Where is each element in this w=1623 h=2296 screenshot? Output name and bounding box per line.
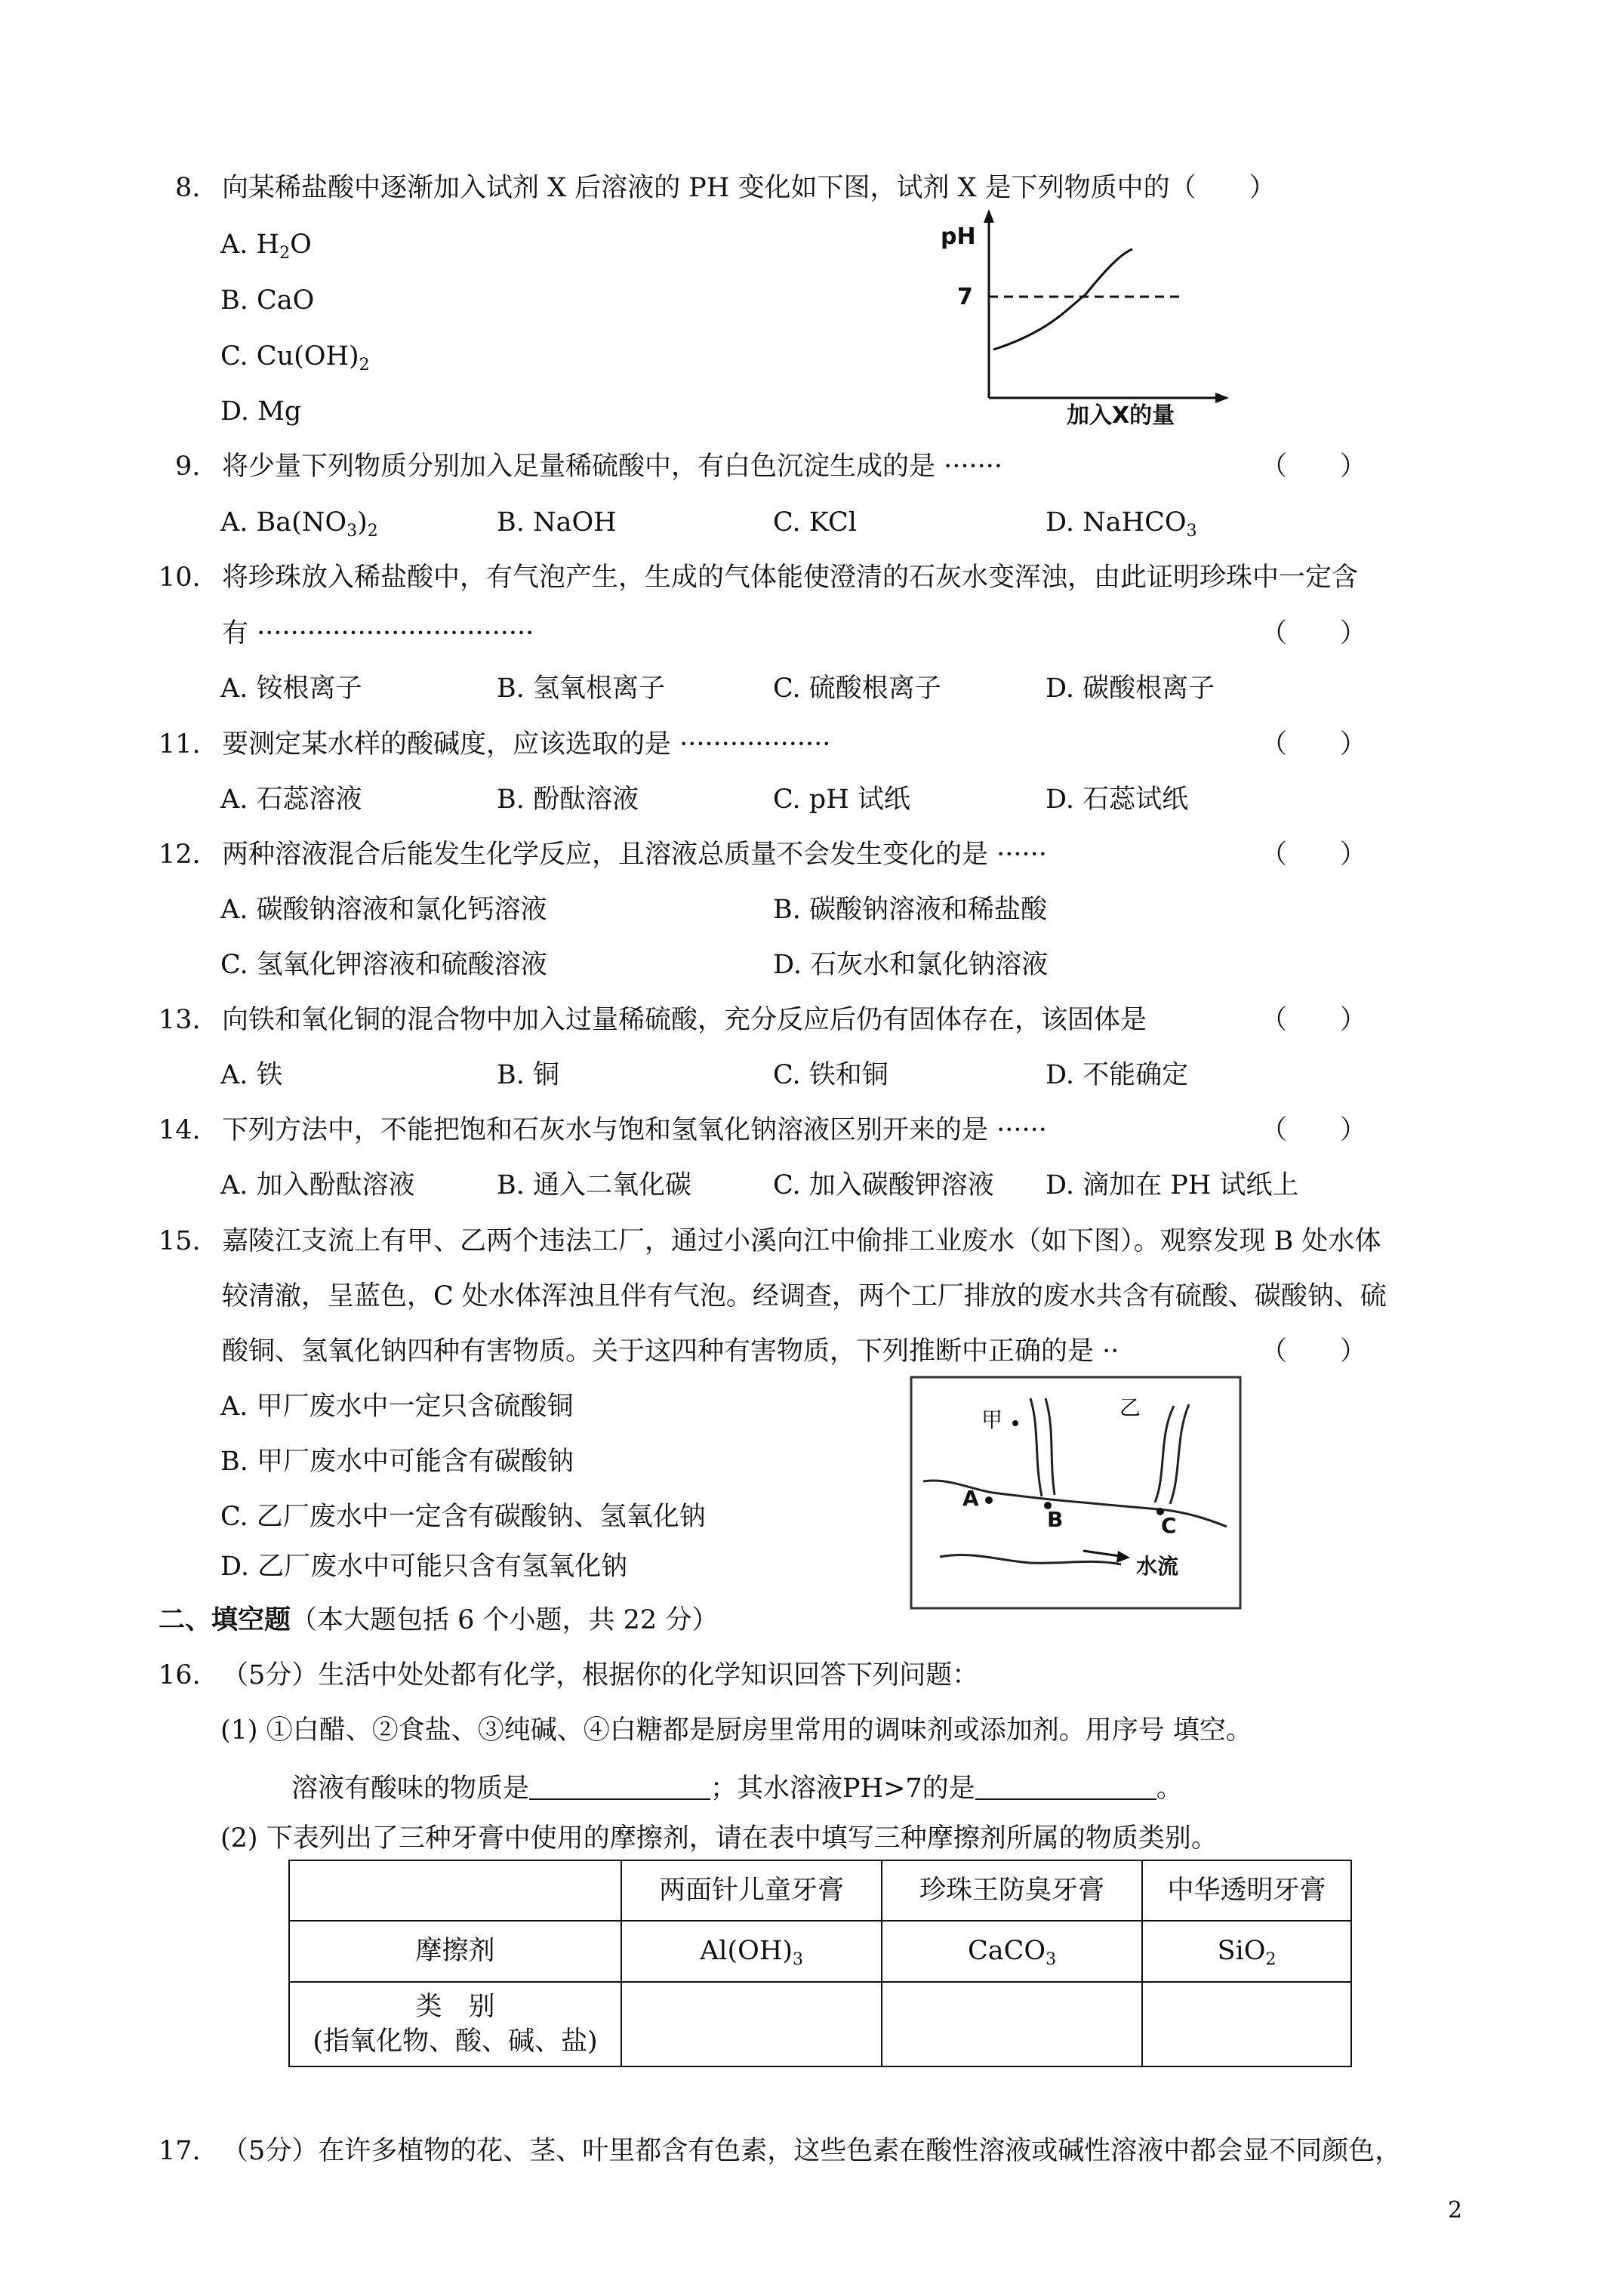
question-number: 10. xyxy=(159,562,201,593)
question-text: 向某稀盐酸中逐渐加入试剂 X 后溶液的 PH 变化如下图，试剂 X 是下列物质中的（ ） xyxy=(222,173,1276,203)
header-cell: 中华透明牙膏 xyxy=(1142,1860,1351,1921)
answer-bracket: （ ） xyxy=(1261,451,1367,482)
section-heading: 二、填空题（本大题包括 6 个小题，共 22 分） xyxy=(159,1604,719,1635)
option-c: C. 氢氧化钾溶液和硫酸溶液 xyxy=(220,950,547,980)
page-number: 2 xyxy=(1448,2197,1463,2224)
sub-question-1: (1) ①白醋、②食盐、③纯碱、④白糖都是厨房里常用的调味剂或添加剂。用序号 填空。 xyxy=(220,1715,1252,1746)
question-number: 17. xyxy=(159,2136,201,2166)
table-row xyxy=(289,1982,1351,2066)
factory-yi-label: 乙 xyxy=(1119,1395,1141,1420)
option-a: A. 碳酸钠溶液和氯化钙溶液 xyxy=(220,895,547,925)
ph-graph xyxy=(935,208,1236,427)
row-label: 类 别 (指氧化物、酸、碱、盐) xyxy=(289,1982,621,2066)
option-c: C. 铁和铜 xyxy=(773,1060,888,1090)
option-c: C. 硫酸根离子 xyxy=(773,673,941,704)
option-d: D. 滴加在 PH 试纸上 xyxy=(1046,1170,1299,1200)
answer-bracket: （ ） xyxy=(1261,1005,1367,1035)
question-text-continued: 有 ································· xyxy=(222,618,534,649)
option-b: B. 甲厂废水中可能含有碳酸钠 xyxy=(220,1447,574,1477)
answer-blank-1[interactable] xyxy=(529,1773,710,1800)
header-cell xyxy=(289,1860,621,1921)
question-text-line3: 酸铜、氢氧化钠四种有害物质。关于这四种有害物质，下列推断中正确的是 ·· xyxy=(222,1336,1119,1367)
answer-bracket: （ ） xyxy=(1261,1336,1367,1367)
option-b: B. NaOH xyxy=(497,507,617,538)
answer-bracket: （ ） xyxy=(1261,618,1367,649)
map-frame xyxy=(911,1377,1240,1608)
question-number: 8. xyxy=(175,173,201,203)
answer-cell[interactable] xyxy=(621,1982,882,2066)
table-cell: SiO$_2$ xyxy=(1142,1921,1351,1982)
option-c: C. pH 试纸 xyxy=(773,784,910,815)
option-d: D. 不能确定 xyxy=(1046,1060,1189,1090)
option-c: C. 乙厂废水中一定含有碳酸钠、氢氧化钠 xyxy=(220,1502,706,1532)
option-a: A. 甲厂废水中一定只含硫酸铜 xyxy=(220,1391,574,1422)
factory-jia-label: 甲 xyxy=(981,1407,1003,1432)
option-d: D. Mg xyxy=(220,396,302,427)
option-b: B. 铜 xyxy=(497,1060,559,1090)
question-text: 下列方法中，不能把饱和石灰水与饱和氢氧化钠溶液区别开来的是 ······ xyxy=(222,1115,1047,1145)
answer-blank-2[interactable] xyxy=(975,1773,1156,1800)
answer-cell[interactable] xyxy=(882,1982,1142,2066)
option-b: B. 碳酸钠溶液和稀盐酸 xyxy=(773,895,1047,925)
question-number: 9. xyxy=(175,451,201,482)
factory-jia-dot xyxy=(1012,1420,1018,1426)
table-header-row xyxy=(289,1860,1351,1921)
question-text: （5分）在许多植物的花、茎、叶里都含有色素，这些色素在酸性溶液或碱性溶液中都会显不同颜色， xyxy=(222,2136,1402,2166)
option-c: C. KCl xyxy=(773,507,857,538)
option-a: A. 铁 xyxy=(220,1060,283,1090)
header-cell: 两面针儿童牙膏 xyxy=(621,1860,882,1921)
option-d: D. 碳酸根离子 xyxy=(1046,673,1215,704)
row-label: 摩擦剂 xyxy=(289,1921,621,1982)
question-text: 两种溶液混合后能发生化学反应，且溶液总质量不会发生变化的是 ······ xyxy=(222,840,1047,870)
fill-in-line: 溶液有酸味的物质是 ；其水溶液PH>7的是 。 xyxy=(291,1774,1183,1804)
answer-cell[interactable] xyxy=(1142,1982,1351,2066)
flow-label: 水流 xyxy=(1136,1554,1179,1579)
x-axis-arrow-icon xyxy=(1215,393,1229,403)
sub-question-2: (2) 下表列出了三种牙膏中使用的摩擦剂，请在表中填写三种摩擦剂所属的物质类别。 xyxy=(220,1823,1218,1854)
table-cell: CaCO$_3$ xyxy=(882,1921,1142,1982)
question-number: 13. xyxy=(159,1005,201,1035)
y-axis-label: pH xyxy=(941,223,976,250)
question-number: 11. xyxy=(159,729,201,760)
answer-bracket: （ ） xyxy=(1261,840,1367,870)
option-d: D. 乙厂废水中可能只含有氢氧化钠 xyxy=(220,1552,628,1582)
answer-bracket: （ ） xyxy=(1261,729,1367,760)
ph-curve xyxy=(993,249,1132,350)
question-text: 向铁和氧化铜的混合物中加入过量稀硫酸，充分反应后仍有固体存在，该固体是 xyxy=(222,1005,1147,1035)
point-c-label: C xyxy=(1161,1513,1177,1538)
option-d: D. 石蕊试纸 xyxy=(1046,784,1189,815)
question-text: 要测定某水样的酸碱度，应该选取的是 ·················· xyxy=(222,729,831,760)
option-a: A. 石蕊溶液 xyxy=(220,784,362,815)
river-map xyxy=(910,1376,1242,1610)
option-a: A. 加入酚酞溶液 xyxy=(220,1170,415,1200)
question-number: 16. xyxy=(159,1660,201,1690)
question-number: 12. xyxy=(159,840,201,870)
abrasive-table xyxy=(288,1860,1352,2067)
option-d: D. NaHCO$_3$ xyxy=(1046,507,1197,541)
question-text: （5分）生活中处处都有化学，根据你的化学知识回答下列问题： xyxy=(222,1660,979,1690)
question-text: 嘉陵江支流上有甲、乙两个违法工厂，通过小溪向江中偷排工业废水（如下图）。观察发现 B 处水体 xyxy=(222,1226,1381,1256)
x-axis-label: 加入X的量 xyxy=(1067,402,1175,427)
option-b: B. 酚酞溶液 xyxy=(497,784,639,815)
option-b: B. CaO xyxy=(220,285,315,316)
point-a-dot xyxy=(985,1496,993,1504)
option-b: B. 氢氧根离子 xyxy=(497,673,665,704)
table-cell: $Al(OH)_3$ xyxy=(621,1921,882,1982)
table-row xyxy=(289,1921,1351,1982)
header-cell: 珍珠王防臭牙膏 xyxy=(882,1860,1142,1921)
question-number: 15. xyxy=(159,1226,201,1256)
option-a: A. 铵根离子 xyxy=(220,673,362,704)
option-c: C. 加入碳酸钾溶液 xyxy=(773,1170,994,1200)
question-text-line2: 较清澈，呈蓝色，C 处水体浑浊且伴有气泡。经调查，两个工厂排放的废水共含有硫酸、碳酸钠、硫 xyxy=(222,1281,1387,1311)
question-text: 将少量下列物质分别加入足量稀硫酸中，有白色沉淀生成的是 ······· xyxy=(222,451,1003,482)
answer-bracket: （ ） xyxy=(1261,1115,1367,1145)
y-axis-arrow-icon xyxy=(984,209,994,223)
option-d: D. 石灰水和氯化钠溶液 xyxy=(773,950,1049,980)
question-text: 将珍珠放入稀盐酸中，有气泡产生，生成的气体能使澄清的石灰水变浑浊，由此证明珍珠中一定含 xyxy=(222,562,1359,593)
option-a: A. $Ba(NO_3)_2$ xyxy=(220,507,378,541)
option-a: A. $H_2O$ xyxy=(220,230,312,263)
point-b-label: B xyxy=(1047,1507,1064,1532)
ref-label: 7 xyxy=(957,284,973,310)
point-a-label: A xyxy=(962,1486,979,1511)
option-b: B. 通入二氧化碳 xyxy=(497,1170,691,1200)
option-c: C. $Cu(OH)_2$ xyxy=(220,341,370,374)
question-number: 14. xyxy=(159,1115,201,1145)
